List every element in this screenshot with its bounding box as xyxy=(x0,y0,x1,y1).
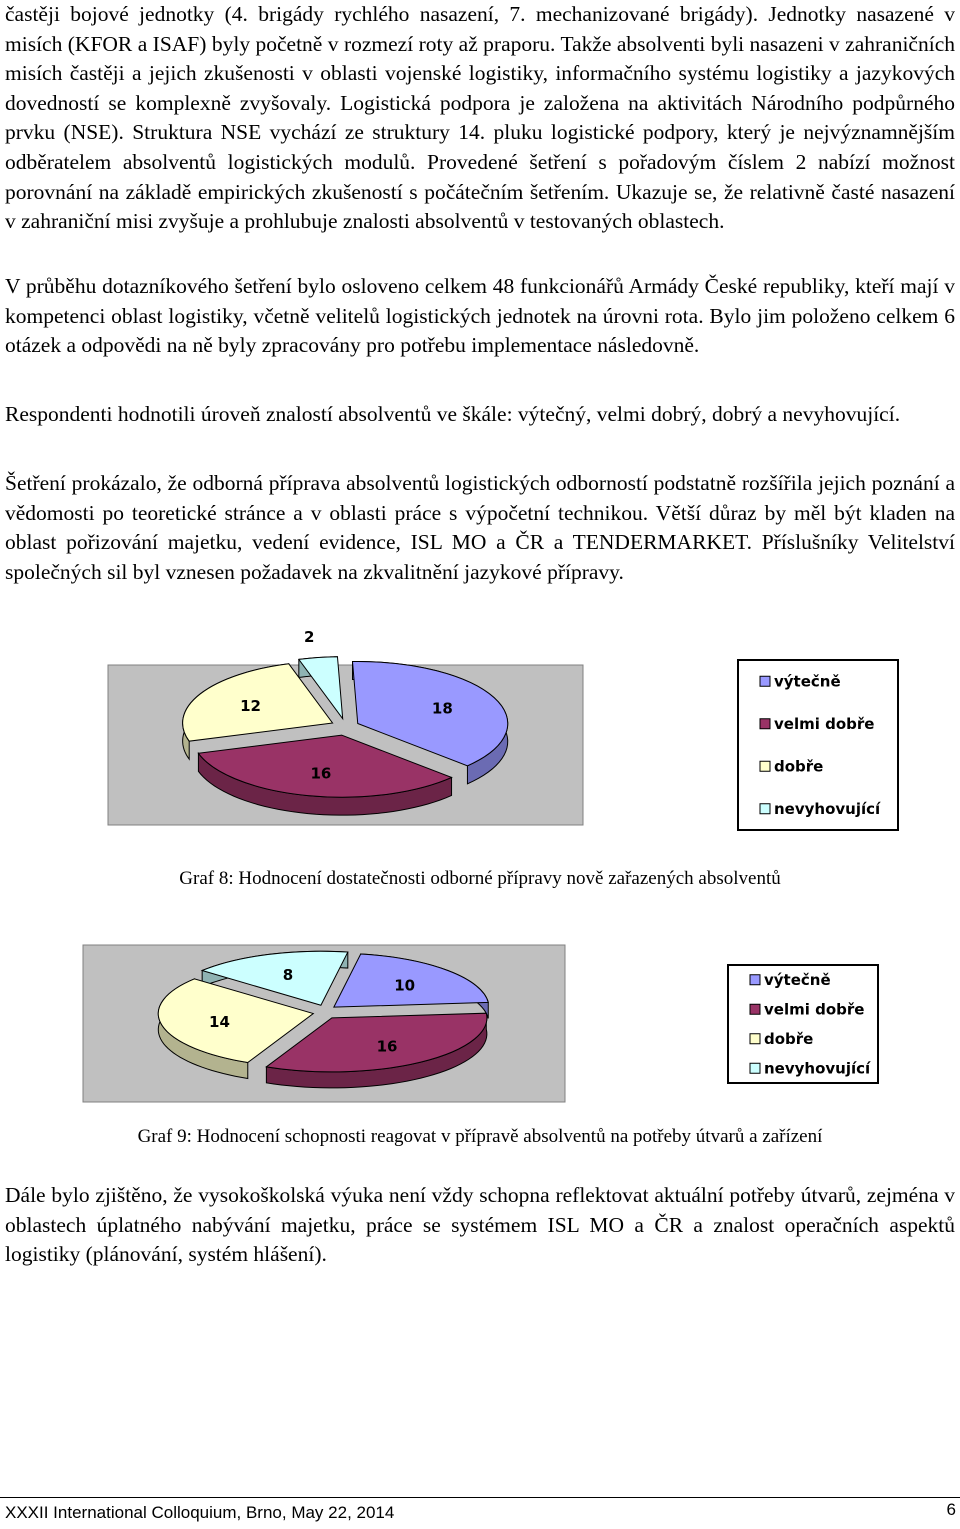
legend-swatch xyxy=(750,1034,760,1044)
data-label: 14 xyxy=(209,1012,230,1031)
pie-chart-graf-9 xyxy=(80,940,900,1110)
legend-swatch xyxy=(760,676,770,686)
paragraph-scale: Respondenti hodnotili úroveň znalostí absolventů ve škále: výtečný, velmi dobrý, dobrý a nevyhovující. xyxy=(5,402,901,426)
data-label: 2 xyxy=(304,628,315,647)
paragraph-conclusion: Dále bylo zjištěno, že vysokoškolská výuka není vždy schopna reflektovat aktuální potřeby útvarů, zejména v oblastech úplatného nabývání majetku, práce se systémem ISL MO a ČR a znalost operačních aspektů logistiky (plánování, systém hlášení). xyxy=(5,1183,955,1267)
page-number: 6 xyxy=(946,1500,956,1519)
legend-label: nevyhovující xyxy=(774,799,881,818)
paragraph-survey: V průběhu dotazníkového šetření bylo osloveno celkem 48 funkcionářů Armády České republiky, kteří mají v kompetenci oblast logistiky, včetně velitelů logistických jednotek na úrovni rota. Bylo jim položeno celkem 6 otázek a odpovědi na ně byly zpracovány pro potřebu implementace následovně. xyxy=(5,274,955,358)
chart-caption-graf-8: Graf 8: Hodnocení dostatečnosti odborné přípravy nově zařazených absolventů xyxy=(179,868,781,889)
legend-label: výtečně xyxy=(774,672,841,691)
paragraph-findings: Šetření prokázalo, že odborná příprava absolventů logistických odborností podstatně rozšířila jejich poznání a vědomosti po teoretické stránce a v oblasti práce s výpočetní technikou. Větší důraz by měl být kladen na oblast pořizování majetku, vedení evidence, ISL MO a ČR a TENDERMARKET. Příslušníky Velitelství společných sil byl vznesen požadavek na zkvalitnění jazykové přípravy. xyxy=(5,471,955,584)
paragraph-intro: častěji bojové jednotky (4. brigády rychlého nasazení, 7. mechanizované brigády). Jednotky nasazené v misích (KFOR a ISAF) byly početně v rozmezí roty až praporu. Takže absolventi byli nasazeni v zahraničních misích častěji a jejich zkušenosti v oblasti vojenské logistiky, informačního systému logistiky a jazykových dovedností se komplexně zvyšovaly. Logistická podpora je založena na aktivitách Národního podpůrného prvku (NSE). Struktura NSE vychází ze struktury 14. pluku logistické podpory, který je nejvýznamnějším odběratelem absolventů logistických modulů. Provedené šetření s pořadovým číslem 2 nabízí možnost porovnání na základě empirických zkušeností s počátečním šetřením. Ukazuje se, že relativně časté nasazení v zahraniční misi zvyšuje a prohlubuje znalosti absolventů v testovaných oblastech. xyxy=(5,2,955,234)
legend-swatch xyxy=(760,761,770,771)
footer-conference: XXXII International Colloquium, Brno, May 22, 2014 xyxy=(5,1503,395,1522)
data-label: 18 xyxy=(431,699,453,718)
data-label: 16 xyxy=(310,764,332,783)
legend-swatch xyxy=(750,975,760,985)
legend-label: dobře xyxy=(774,757,824,776)
data-label: 12 xyxy=(240,697,261,716)
pie-chart-graf-8 xyxy=(100,628,920,840)
legend-swatch xyxy=(750,1004,760,1014)
data-label: 8 xyxy=(282,965,294,984)
data-label: 16 xyxy=(376,1037,398,1056)
legend-label: dobře xyxy=(764,1029,814,1048)
legend-label: velmi dobře xyxy=(774,714,875,733)
data-label: 10 xyxy=(394,976,416,995)
legend-swatch xyxy=(750,1063,760,1073)
legend-label: velmi dobře xyxy=(764,1000,865,1019)
chart-caption-graf-9: Graf 9: Hodnocení schopnosti reagovat v přípravě absolventů na potřeby útvarů a zařízení xyxy=(137,1126,823,1147)
legend-swatch xyxy=(760,719,770,729)
legend-label: výtečně xyxy=(764,970,831,989)
footer-rule xyxy=(0,1497,960,1498)
legend-label: nevyhovující xyxy=(764,1059,871,1078)
legend-swatch xyxy=(760,804,770,814)
